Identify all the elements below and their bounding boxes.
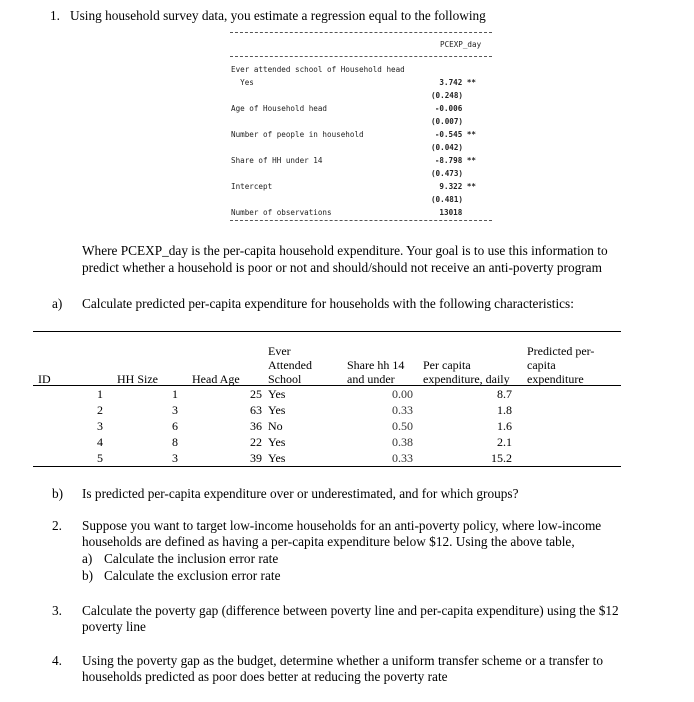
question-text: Calculate the poverty gap (difference between poverty line and per-capita expenditure) using the $12	[82, 603, 619, 618]
question-text: households are defined as having a per-capita expenditure below $12. Using the above table,	[82, 534, 575, 549]
cell-share: 0.00	[392, 387, 413, 401]
regression-std-error: (0.248)	[430, 91, 463, 100]
subquestion-text: Calculate the inclusion error rate	[104, 551, 279, 566]
cell-id: 5	[97, 451, 103, 465]
question-number: 3.	[52, 603, 62, 618]
cell-share: 0.33	[392, 403, 413, 417]
cell-head-age: 22	[250, 435, 262, 449]
cell-school: Yes	[268, 403, 286, 417]
cell-pce: 15.2	[491, 451, 512, 465]
subquestion-label: b)	[82, 568, 94, 583]
divider	[230, 220, 492, 221]
cell-head-age: 36	[250, 419, 262, 433]
header-line: capita	[527, 358, 556, 372]
cell-hh-size: 6	[172, 419, 178, 433]
table-top-rule	[33, 331, 621, 332]
header-line: Ever	[268, 344, 291, 358]
regression-row-label: Number of observations	[231, 208, 332, 217]
header-id: ID	[38, 372, 51, 386]
regression-coefficient: 3.742 **	[439, 78, 476, 87]
header-line: expenditure	[527, 372, 584, 386]
regression-row-label: Age of Household head	[231, 104, 328, 113]
regression-std-error: (0.473)	[430, 169, 463, 178]
header-line: Share hh 14	[347, 358, 405, 372]
cell-share: 0.38	[392, 435, 413, 449]
header-line: Attended	[268, 358, 312, 372]
cell-school: Yes	[268, 387, 286, 401]
header-line: Per capita	[423, 358, 471, 372]
regression-column-header: PCEXP_day	[440, 40, 482, 49]
question-text: households predicted as poor does better at reducing the poverty rate	[82, 669, 448, 684]
table-header-rule	[33, 385, 621, 386]
question-number: 2.	[52, 518, 62, 533]
cell-head-age: 25	[250, 387, 262, 401]
cell-pce: 1.6	[497, 419, 512, 433]
subquestion-label: a)	[82, 551, 93, 566]
header-line: Predicted per-	[527, 344, 595, 358]
regression-row-label: Intercept	[231, 182, 273, 191]
question-number: 1.	[50, 8, 60, 23]
cell-hh-size: 3	[172, 403, 178, 417]
cell-pce: 1.8	[497, 403, 512, 417]
cell-hh-size: 3	[172, 451, 178, 465]
regression-coefficient: 13018	[439, 208, 476, 217]
table-bottom-rule	[33, 466, 621, 467]
header-pce	[423, 358, 510, 386]
cell-pce: 8.7	[497, 387, 512, 401]
header-share	[347, 358, 404, 386]
question-text: Is predicted per-capita expenditure over or underestimated, and for which groups?	[82, 486, 519, 501]
regression-row-label: Share of HH under 14	[231, 156, 323, 165]
explanation-line: predict whether a household is poor or not and should/should not receive an anti-poverty program	[82, 260, 602, 275]
cell-id: 3	[97, 419, 103, 433]
regression-row-label: Ever attended school of Household head	[231, 65, 405, 74]
regression-coefficient: 9.322 **	[439, 182, 476, 191]
regression-coefficient: -0.545 **	[434, 130, 476, 139]
cell-head-age: 39	[250, 451, 262, 465]
question-text: Using household survey data, you estimate a regression equal to the following	[70, 8, 486, 23]
header-head-age: Head Age	[192, 372, 240, 386]
header-hh-size: HH Size	[117, 372, 158, 386]
regression-std-error: (0.042)	[430, 143, 463, 152]
question-label: b)	[52, 486, 64, 501]
divider	[230, 56, 492, 57]
regression-row-label: Yes	[231, 78, 254, 87]
cell-school: Yes	[268, 451, 286, 465]
regression-row-label: Number of people in household	[231, 130, 364, 139]
regression-std-error: (0.007)	[430, 117, 463, 126]
regression-std-error: (0.481)	[430, 195, 463, 204]
cell-share: 0.33	[392, 451, 413, 465]
cell-id: 4	[97, 435, 103, 449]
header-school	[268, 344, 312, 386]
cell-hh-size: 8	[172, 435, 178, 449]
question-text: Calculate predicted per-capita expenditure for households with the following characteristics:	[82, 296, 574, 311]
divider	[230, 32, 492, 33]
cell-school: No	[268, 419, 283, 433]
question-label: a)	[52, 296, 63, 311]
cell-pce: 2.1	[497, 435, 512, 449]
header-line: School	[268, 372, 302, 386]
header-predicted	[527, 344, 594, 386]
cell-id: 1	[97, 387, 103, 401]
question-text: poverty line	[82, 619, 146, 634]
cell-head-age: 63	[250, 403, 262, 417]
header-line: and under	[347, 372, 395, 386]
subquestion-text: Calculate the exclusion error rate	[104, 568, 281, 583]
explanation-line: Where PCEXP_day is the per-capita household expenditure. Your goal is to use this information to	[82, 243, 608, 258]
cell-id: 2	[97, 403, 103, 417]
regression-coefficient: -0.006	[434, 104, 476, 113]
cell-share: 0.50	[392, 419, 413, 433]
question-text: Using the poverty gap as the budget, determine whether a uniform transfer scheme or a transfer to	[82, 653, 603, 668]
cell-school: Yes	[268, 435, 286, 449]
header-line: expenditure, daily	[423, 372, 510, 386]
question-number: 4.	[52, 653, 62, 668]
regression-coefficient: -8.798 **	[434, 156, 476, 165]
cell-hh-size: 1	[172, 387, 178, 401]
question-text: Suppose you want to target low-income households for an anti-poverty policy, where low-income	[82, 518, 602, 533]
